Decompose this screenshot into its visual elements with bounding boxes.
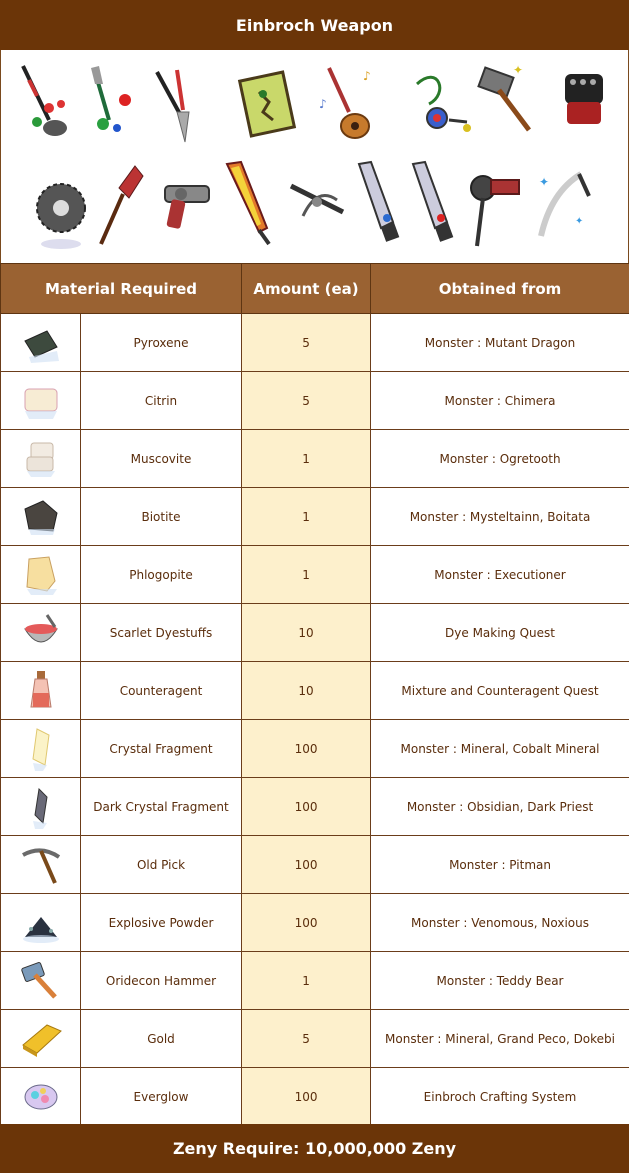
flame-sword-icon [215,158,285,248]
material-name: Oridecon Hammer [81,952,242,1010]
header-source: Obtained from [371,264,629,314]
material-amount: 5 [242,314,371,372]
header-amount: Amount (ea) [242,264,371,314]
material-source: Monster : Venomous, Noxious [371,894,629,952]
material-name: Dark Crystal Fragment [81,778,242,836]
book-icon [233,64,303,154]
material-amount: 10 [242,604,371,662]
table-row [1,604,629,662]
flower-shovel-icon [9,60,79,150]
material-amount: 100 [242,720,371,778]
spear-icon [89,162,159,252]
material-source: Monster : Executioner [371,546,629,604]
pyroxene-icon [17,319,65,367]
guitar-icon [315,62,385,152]
crystal-fragment-icon [17,725,65,773]
material-name: Old Pick [81,836,242,894]
oridecon-hammer-icon [17,957,65,1005]
svg-text:♪: ♪ [319,97,327,111]
material-amount: 5 [242,372,371,430]
counteragent-icon [17,667,65,715]
material-name: Explosive Powder [81,894,242,952]
table-row [1,1068,629,1126]
material-name: Crystal Fragment [81,720,242,778]
table-row [1,778,629,836]
material-amount: 100 [242,894,371,952]
material-source: Monster : Ogretooth [371,430,629,488]
material-name: Citrin [81,372,242,430]
header-material: Material Required [1,264,242,314]
svg-text:✦: ✦ [575,216,584,227]
material-name: Counteragent [81,662,242,720]
svg-text:♪: ♪ [363,69,371,83]
hammer-icon [473,60,543,150]
scarlet-dyestuffs-icon [17,609,65,657]
chainsaw-axe-icon [461,162,531,252]
svg-text:✦: ✦ [513,63,524,77]
material-source: Monster : Mineral, Grand Peco, Dokebi [371,1010,629,1068]
material-amount: 1 [242,952,371,1010]
material-source: Monster : Pitman [371,836,629,894]
material-name: Phlogopite [81,546,242,604]
dark-crystal-fragment-icon [17,783,65,831]
material-amount: 100 [242,836,371,894]
zeny-requirement: Zeny Require: 10,000,000 Zeny [0,1124,629,1173]
table-header-row [1,264,629,314]
flower-trowel-icon [81,62,151,152]
material-source: Monster : Chimera [371,372,629,430]
material-amount: 1 [242,546,371,604]
everglow-icon [17,1073,65,1121]
material-source: Monster : Mineral, Cobalt Mineral [371,720,629,778]
material-name: Pyroxene [81,314,242,372]
material-amount: 100 [242,1068,371,1126]
explosive-powder-icon [17,899,65,947]
table-row [1,894,629,952]
orb-whip-icon [409,64,479,154]
table-row [1,546,629,604]
citrin-icon [17,377,65,425]
garden-shears-icon [147,64,217,154]
table-row [1,662,629,720]
material-source: Monster : Mutant Dragon [371,314,629,372]
table-row [1,1010,629,1068]
material-amount: 1 [242,488,371,546]
material-amount: 10 [242,662,371,720]
material-source: Monster : Mysteltainn, Boitata [371,488,629,546]
material-amount: 100 [242,778,371,836]
weapon-gallery [0,50,629,263]
material-source: Monster : Teddy Bear [371,952,629,1010]
table-row [1,430,629,488]
table-row [1,952,629,1010]
table-row [1,372,629,430]
sickle-icon [531,162,601,252]
table-row [1,720,629,778]
material-name: Biotite [81,488,242,546]
material-source: Mixture and Counteragent Quest [371,662,629,720]
revolver-icon [151,166,221,256]
crossbow-icon [283,166,353,256]
material-source: Monster : Obsidian, Dark Priest [371,778,629,836]
muscovite-icon [17,435,65,483]
table-row [1,314,629,372]
material-name: Muscovite [81,430,242,488]
fist-glove-icon [551,62,621,152]
table-row [1,836,629,894]
material-name: Everglow [81,1068,242,1126]
gold-icon [17,1015,65,1063]
material-source: Dye Making Quest [371,604,629,662]
svg-text:✦: ✦ [539,175,550,189]
table-row [1,488,629,546]
material-name: Scarlet Dyestuffs [81,604,242,662]
material-amount: 5 [242,1010,371,1068]
biotite-icon [17,493,65,541]
old-pick-icon [17,841,65,889]
materials-table [0,263,629,1126]
phlogopite-icon [17,551,65,599]
material-name: Gold [81,1010,242,1068]
material-amount: 1 [242,430,371,488]
page-title: Einbroch Weapon [0,0,629,50]
material-source: Einbroch Crafting System [371,1068,629,1126]
